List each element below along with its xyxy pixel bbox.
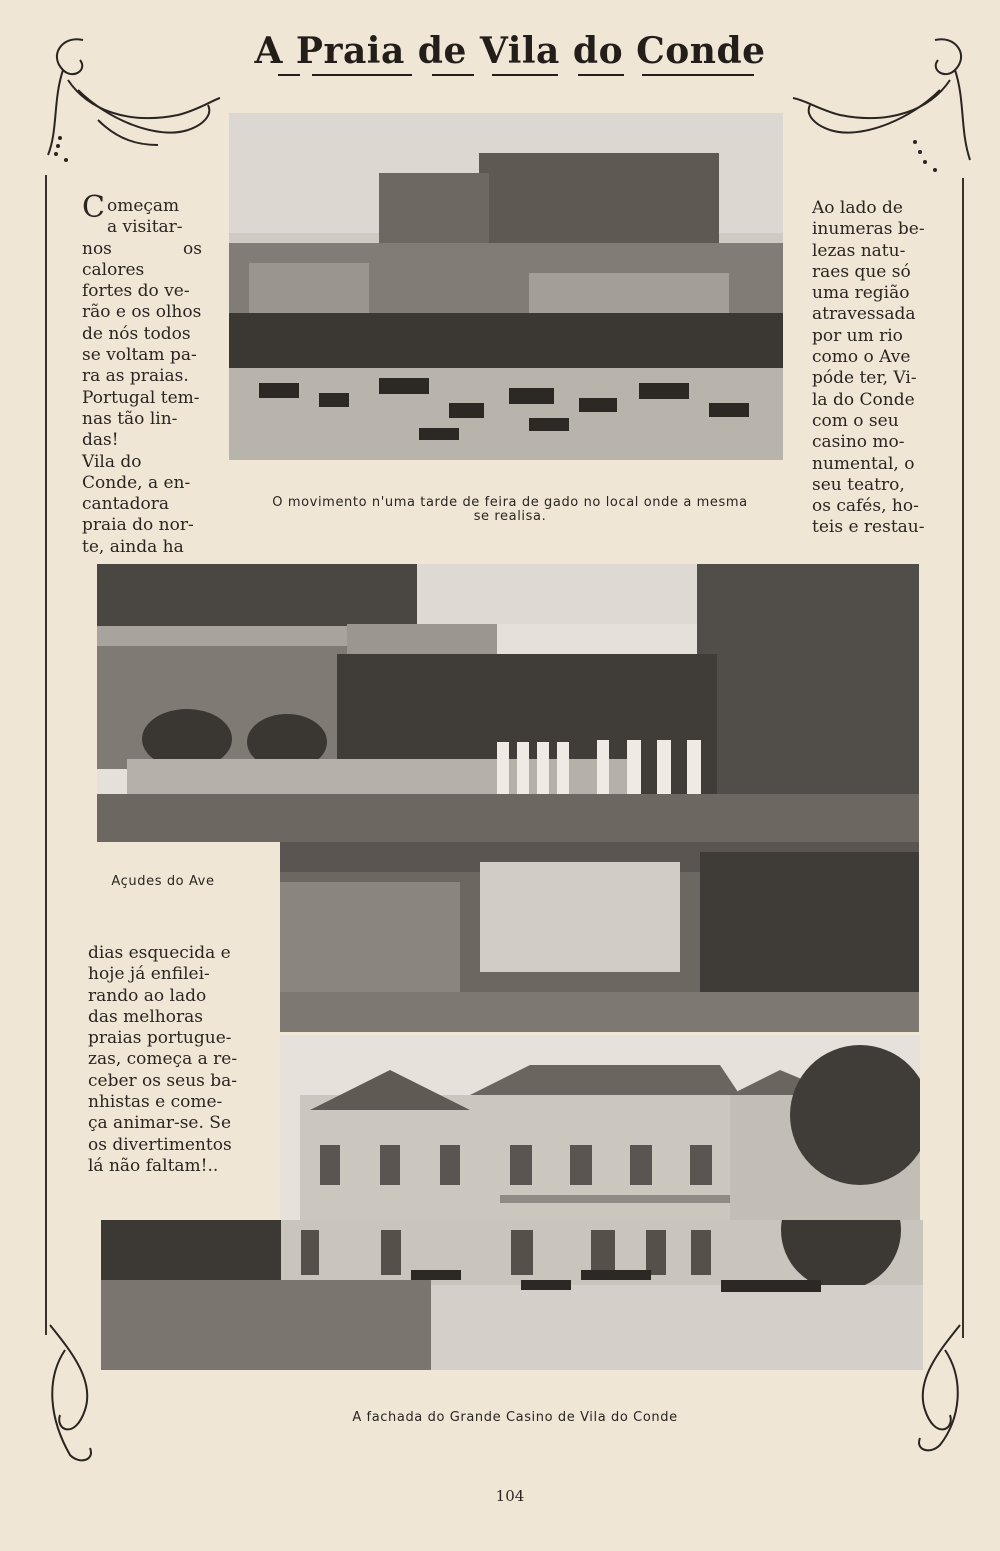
right-text-column	[812, 198, 934, 539]
fair-caption: O movimento n'uma tarde de feira de gado no local onde a mesma se realisa.	[272, 495, 748, 524]
casino-photo-lower	[101, 1220, 923, 1370]
cattle-fair-photo	[229, 113, 783, 460]
drop-cap: C	[82, 190, 105, 225]
page-number: 104	[495, 1487, 525, 1505]
second-paragraph: Vila do Conde, a en- cantadora praia do nor- te, ainda ha	[82, 451, 194, 557]
left-text-column	[82, 190, 202, 558]
right-paragraph: Ao lado de inumeras be- lezas natu- raes que só uma região atravessada por um rio como o Ave póde ter, Vi- la do Conde com o seu casino mo- numental, o seu teatro, os cafés, ho- teis e restau-	[812, 198, 925, 538]
river-weir-photo	[97, 564, 919, 842]
river-caption: Açudes do Ave	[111, 874, 215, 889]
lower-left-text-column	[88, 943, 240, 1177]
title-underline	[270, 74, 760, 80]
river-water-photo	[280, 842, 919, 1032]
casino-photo-upper	[280, 1035, 920, 1220]
intro-paragraph: omeçam a visitar- nos os calores fortes do ve- rão e os olhos de nós todos se voltam pa- ra as praias. Portugal tem- nas tão lin- das!	[82, 196, 202, 451]
right-frame-rule	[962, 178, 964, 1338]
left-frame-rule	[45, 175, 47, 1335]
page-title: A Praia de Vila do Conde	[254, 30, 766, 72]
bottom-left-ornament	[40, 1320, 110, 1470]
lower-paragraph: dias esquecida e hoje já enfilei- rando ao lado das melhoras praias portugue- zas, começa a re- ceber os seus ba- nhistas e come- ça animar-se. Se os divertimentos lá não faltam!..	[88, 943, 238, 1176]
casino-caption: A fachada do Grande Casino de Vila do Conde	[352, 1410, 678, 1425]
